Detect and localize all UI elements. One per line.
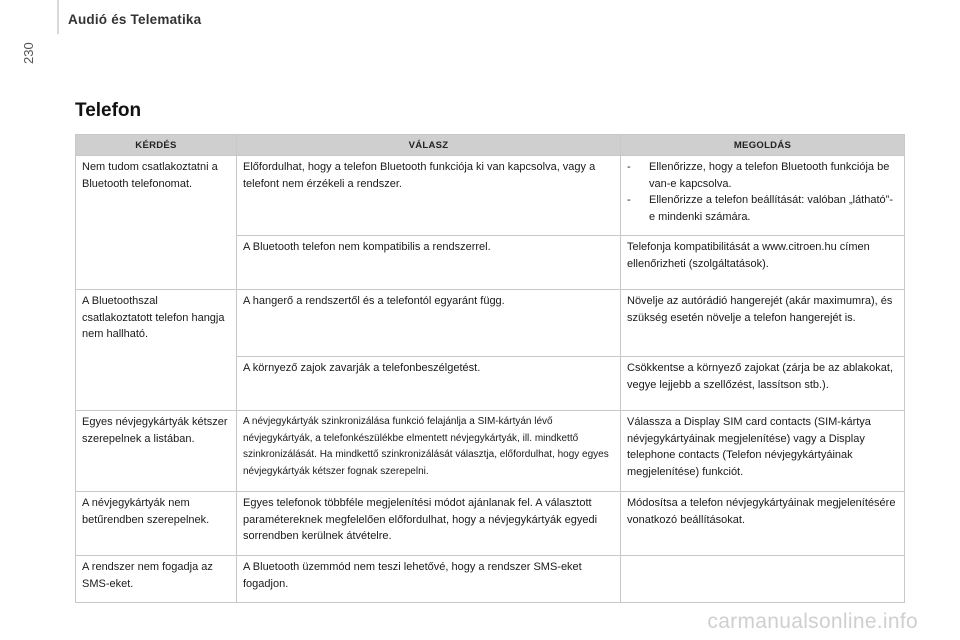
- watermark: carmanualsonline.info: [707, 610, 918, 633]
- question-cell: A Bluetoothszal csatlakoztatott telefon hangja nem hallható.: [76, 290, 237, 411]
- table-row: [76, 290, 905, 357]
- table-row: [76, 556, 905, 603]
- answer-cell: A Bluetooth üzemmód nem teszi lehetővé, hogy a rendszer SMS-eket fogadjon.: [237, 556, 621, 603]
- troubleshooting-table: [75, 134, 905, 603]
- answer-cell: A környező zajok zavarják a telefonbeszélgetést.: [237, 357, 621, 411]
- solution-cell: Módosítsa a telefon névjegykártyáinak megjelenítésére vonatkozó beállításokat.: [621, 492, 905, 556]
- solution-cell: Válassza a Display SIM card contacts (SIM-kártya névjegykártyáinak megjelenítése) vagy a Display telephone contacts (Telefon névjegykártyáinak megjelenítése) funkciót.: [621, 411, 905, 492]
- answer-cell: Egyes telefonok többféle megjelenítési módot ajánlanak fel. A választott paramétereknek megfelelően előfordulhat, hogy a névjegykártyák egyedi sorrendben kerülnek átvételre.: [237, 492, 621, 556]
- page-title: Telefon: [75, 100, 142, 121]
- table-row: [76, 411, 905, 492]
- solution-cell: Telefonja kompatibilitását a www.citroen.hu címen ellenőrizheti (szolgáltatások).: [621, 236, 905, 290]
- solution-list-item: - Ellenőrizze, hogy a telefon Bluetooth funkciója be van-e kapcsolva.: [627, 159, 899, 192]
- solution-cell: Csökkentse a környező zajokat (zárja be az ablakokat, vegye lejjebb a szellőzést, lassítson stb.).: [621, 357, 905, 411]
- table-row: [76, 492, 905, 556]
- solution-cell: [621, 556, 905, 603]
- table-row: [76, 156, 905, 236]
- question-cell: Nem tudom csatlakoztatni a Bluetooth telefonomat.: [76, 156, 237, 290]
- header-solution: MEGOLDÁS: [621, 135, 905, 156]
- solution-list-item: - Ellenőrizze a telefon beállítását: valóban „látható”-e mindenki számára.: [627, 192, 899, 225]
- table-header-row: [76, 135, 905, 156]
- answer-cell: A Bluetooth telefon nem kompatibilis a rendszerrel.: [237, 236, 621, 290]
- header-divider: [57, 0, 59, 34]
- solution-cell: Növelje az autórádió hangerejét (akár maximumra), és szükség esetén növelje a telefon hangerejét is.: [621, 290, 905, 357]
- question-cell: Egyes névjegykártyák kétszer szerepelnek a listában.: [76, 411, 237, 492]
- header-question: KÉRDÉS: [76, 135, 237, 156]
- solution-cell: [621, 156, 905, 236]
- answer-cell: A névjegykártyák szinkronizálása funkció felajánlja a SIM-kártyán lévő névjegykártyák, a telefonkészülékbe elmentett névjegykártyák, ill. mindkettő szinkronizálását. Ha mindkettő szinkronizálását választja, előfordulhat, hogy egyes névjegykártyák kétszer fognak szerepelni.: [237, 411, 621, 492]
- solution-list: [627, 159, 899, 225]
- section-header: Audió és Telematika: [68, 12, 202, 27]
- answer-cell: Előfordulhat, hogy a telefon Bluetooth funkciója ki van kapcsolva, vagy a telefont nem érzékeli a rendszer.: [237, 156, 621, 236]
- header-answer: VÁLASZ: [237, 135, 621, 156]
- question-cell: A névjegykártyák nem betűrendben szerepelnek.: [76, 492, 237, 556]
- page-number: 230: [21, 42, 36, 64]
- question-cell: A rendszer nem fogadja az SMS-eket.: [76, 556, 237, 603]
- answer-cell: A hangerő a rendszertől és a telefontól egyaránt függ.: [237, 290, 621, 357]
